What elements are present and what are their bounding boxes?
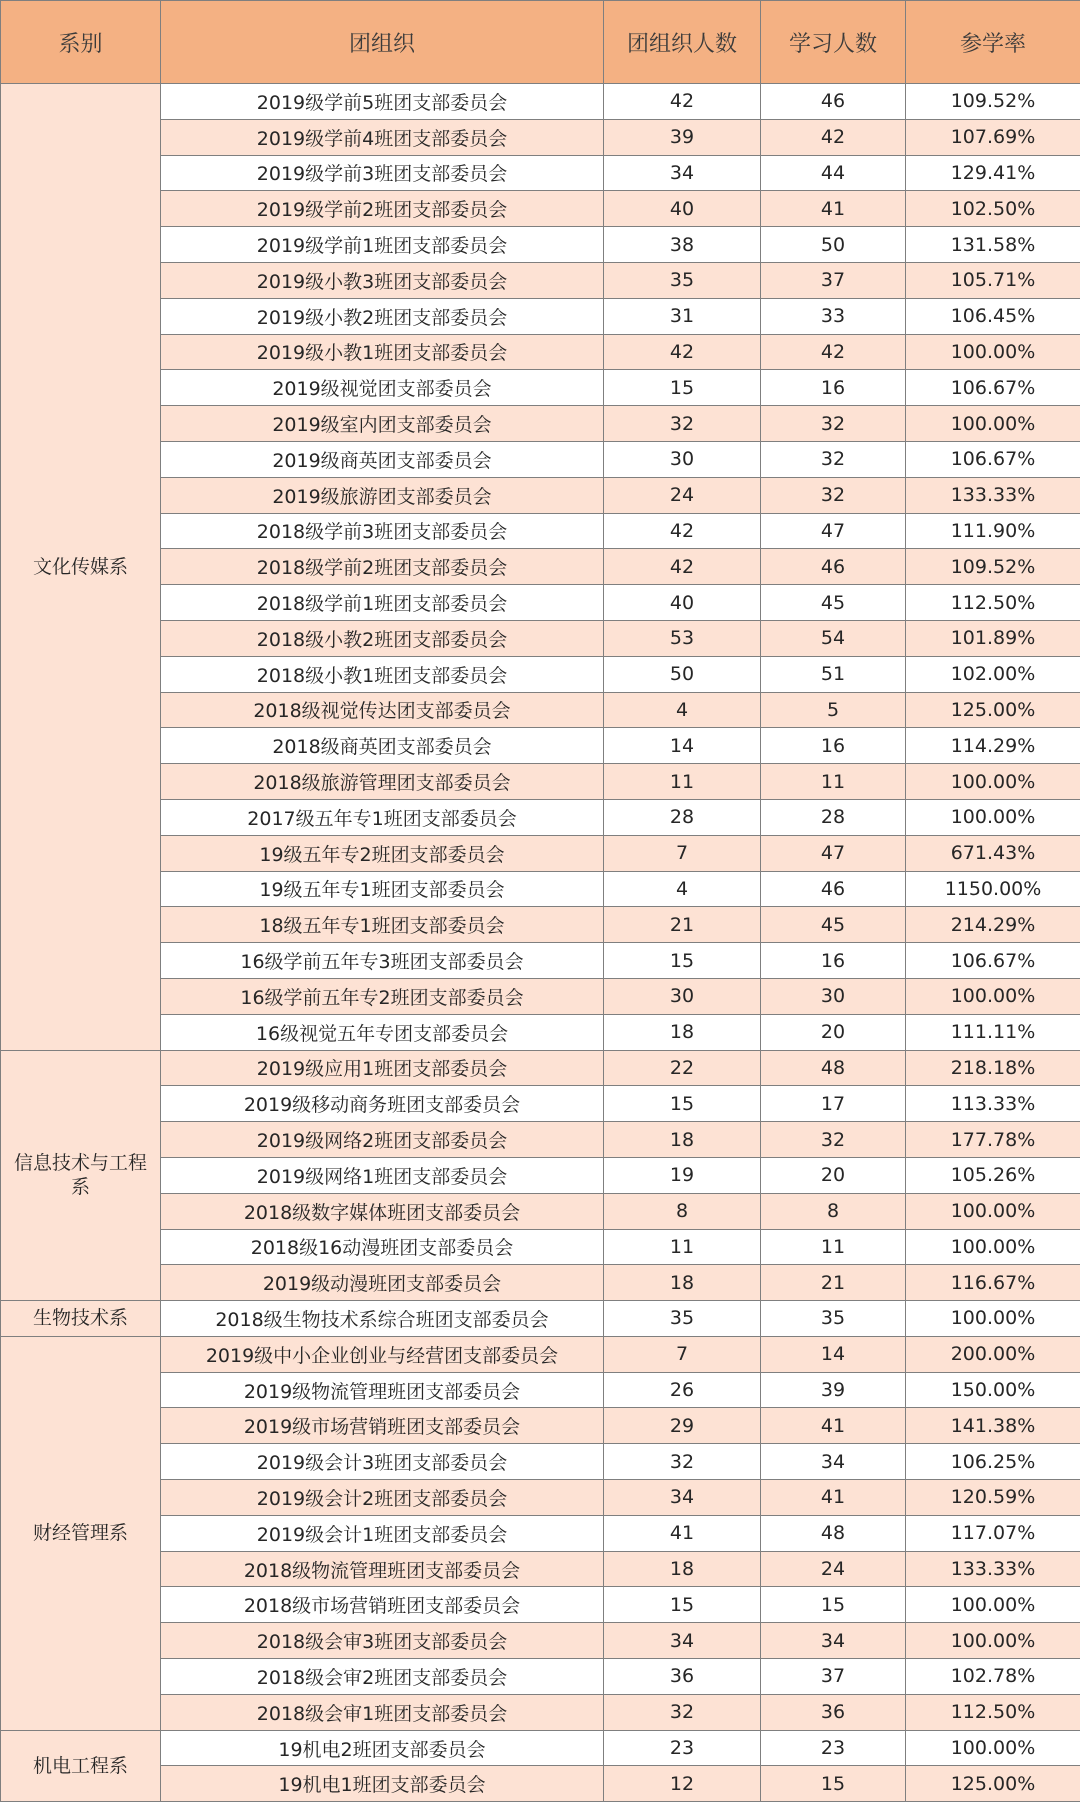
table-row [1,1515,1080,1551]
study-count-cell: 34 [761,1623,906,1659]
organization-cell: 16级学前五年专2班团支部委员会 [161,978,604,1014]
organization-cell: 2019级动漫班团支部委员会 [161,1265,604,1301]
member-count-cell: 39 [604,119,761,155]
organization-cell: 2018级会审3班团支部委员会 [161,1623,604,1659]
member-count-cell: 32 [604,1444,761,1480]
member-count-cell: 15 [604,370,761,406]
study-count-cell: 54 [761,620,906,656]
header-participation-rate: 参学率 [906,1,1080,84]
study-count-cell: 5 [761,692,906,728]
table-row [1,943,1080,979]
organization-cell: 2019级学前5班团支部委员会 [161,84,604,120]
participation-rate-cell: 100.00% [906,1229,1080,1265]
member-count-cell: 15 [604,1086,761,1122]
study-count-cell: 23 [761,1730,906,1766]
member-count-cell: 4 [604,692,761,728]
table-row [1,620,1080,656]
table-row [1,191,1080,227]
study-count-cell: 35 [761,1301,906,1337]
organization-cell: 2018级数字媒体班团支部委员会 [161,1193,604,1229]
member-count-cell: 30 [604,978,761,1014]
table-row [1,334,1080,370]
organization-cell: 2019级视觉团支部委员会 [161,370,604,406]
organization-cell: 2019级会计2班团支部委员会 [161,1480,604,1516]
participation-rate-cell: 113.33% [906,1086,1080,1122]
organization-cell: 2019级网络1班团支部委员会 [161,1157,604,1193]
participation-rate-cell: 102.50% [906,191,1080,227]
study-count-cell: 41 [761,1480,906,1516]
study-count-cell: 37 [761,262,906,298]
organization-cell: 2017级五年专1班团支部委员会 [161,799,604,835]
table-row [1,871,1080,907]
member-count-cell: 12 [604,1766,761,1802]
table-row [1,1265,1080,1301]
participation-rate-cell: 106.25% [906,1444,1080,1480]
participation-rate-cell: 100.00% [906,1301,1080,1337]
member-count-cell: 18 [604,1551,761,1587]
participation-rate-cell: 100.00% [906,334,1080,370]
organization-cell: 2018级16动漫班团支部委员会 [161,1229,604,1265]
organization-cell: 2019级小教2班团支部委员会 [161,298,604,334]
header-study-count: 学习人数 [761,1,906,84]
participation-rate-cell: 150.00% [906,1372,1080,1408]
participation-rate-cell: 111.11% [906,1014,1080,1050]
organization-cell: 19机电2班团支部委员会 [161,1730,604,1766]
member-count-cell: 26 [604,1372,761,1408]
department-cell: 财经管理系 [1,1336,161,1730]
table-row [1,155,1080,191]
organization-cell: 2018级生物技术系综合班团支部委员会 [161,1301,604,1337]
study-count-cell: 24 [761,1551,906,1587]
member-count-cell: 24 [604,477,761,513]
member-count-cell: 32 [604,1694,761,1730]
table-row [1,585,1080,621]
table-row [1,406,1080,442]
study-count-cell: 51 [761,656,906,692]
member-count-cell: 4 [604,871,761,907]
organization-cell: 2019级市场营销班团支部委员会 [161,1408,604,1444]
study-count-cell: 33 [761,298,906,334]
study-count-cell: 44 [761,155,906,191]
participation-rate-cell: 109.52% [906,84,1080,120]
member-count-cell: 34 [604,1480,761,1516]
participation-rate-cell: 100.00% [906,1587,1080,1623]
member-count-cell: 11 [604,1229,761,1265]
participation-rate-cell: 100.00% [906,1730,1080,1766]
table-row [1,441,1080,477]
member-count-cell: 7 [604,835,761,871]
organization-cell: 2018级小教2班团支部委员会 [161,620,604,656]
table-row [1,1014,1080,1050]
participation-rate-cell: 114.29% [906,728,1080,764]
table-row [1,1086,1080,1122]
table-row [1,1766,1080,1802]
organization-cell: 2019级学前2班团支部委员会 [161,191,604,227]
member-count-cell: 19 [604,1157,761,1193]
study-count-cell: 32 [761,477,906,513]
table-row [1,1122,1080,1158]
study-count-cell: 42 [761,119,906,155]
table-row [1,728,1080,764]
member-count-cell: 18 [604,1265,761,1301]
member-count-cell: 38 [604,227,761,263]
table-row [1,1301,1080,1337]
member-count-cell: 53 [604,620,761,656]
table-row [1,692,1080,728]
participation-rate-cell: 112.50% [906,585,1080,621]
table-row [1,477,1080,513]
table-row [1,227,1080,263]
table-row [1,1623,1080,1659]
member-count-cell: 34 [604,155,761,191]
participation-rate-cell: 106.67% [906,370,1080,406]
study-count-cell: 45 [761,907,906,943]
organization-cell: 2018级学前3班团支部委员会 [161,513,604,549]
participation-rate-cell: 100.00% [906,799,1080,835]
organization-cell: 18级五年专1班团支部委员会 [161,907,604,943]
participation-rate-cell: 129.41% [906,155,1080,191]
organization-cell: 2019级物流管理班团支部委员会 [161,1372,604,1408]
study-count-cell: 20 [761,1014,906,1050]
member-count-cell: 42 [604,549,761,585]
organization-cell: 2019级应用1班团支部委员会 [161,1050,604,1086]
organization-cell: 19机电1班团支部委员会 [161,1766,604,1802]
table-row [1,1694,1080,1730]
study-count-cell: 11 [761,764,906,800]
table-row [1,84,1080,120]
organization-cell: 2018级小教1班团支部委员会 [161,656,604,692]
organization-cell: 2019级网络2班团支部委员会 [161,1122,604,1158]
member-count-cell: 14 [604,728,761,764]
member-count-cell: 42 [604,84,761,120]
member-count-cell: 40 [604,585,761,621]
organization-cell: 2018级物流管理班团支部委员会 [161,1551,604,1587]
study-count-cell: 17 [761,1086,906,1122]
member-count-cell: 28 [604,799,761,835]
organization-cell: 2019级学前1班团支部委员会 [161,227,604,263]
study-count-cell: 46 [761,871,906,907]
organization-cell: 2018级会审1班团支部委员会 [161,1694,604,1730]
organization-cell: 2018级会审2班团支部委员会 [161,1659,604,1695]
table-row [1,799,1080,835]
participation-rate-cell: 100.00% [906,764,1080,800]
member-count-cell: 50 [604,656,761,692]
member-count-cell: 11 [604,764,761,800]
table-row [1,835,1080,871]
study-count-cell: 21 [761,1265,906,1301]
study-count-cell: 48 [761,1515,906,1551]
table-row [1,1730,1080,1766]
participation-rate-cell: 100.00% [906,978,1080,1014]
member-count-cell: 35 [604,1301,761,1337]
organization-cell: 2019级旅游团支部委员会 [161,477,604,513]
member-count-cell: 18 [604,1014,761,1050]
table-row [1,1193,1080,1229]
study-count-cell: 45 [761,585,906,621]
organization-cell: 16级学前五年专3班团支部委员会 [161,943,604,979]
member-count-cell: 35 [604,262,761,298]
study-count-cell: 41 [761,1408,906,1444]
table-row [1,1444,1080,1480]
member-count-cell: 7 [604,1336,761,1372]
table-row [1,370,1080,406]
participation-rate-cell: 102.78% [906,1659,1080,1695]
organization-cell: 2018级学前1班团支部委员会 [161,585,604,621]
table-row [1,298,1080,334]
organization-cell: 2019级小教1班团支部委员会 [161,334,604,370]
participation-rate-cell: 200.00% [906,1336,1080,1372]
member-count-cell: 23 [604,1730,761,1766]
study-count-cell: 46 [761,84,906,120]
table-row [1,1372,1080,1408]
participation-rate-cell: 116.67% [906,1265,1080,1301]
organization-cell: 2019级会计3班团支部委员会 [161,1444,604,1480]
participation-rate-cell: 107.69% [906,119,1080,155]
study-count-cell: 34 [761,1444,906,1480]
participation-rate-cell: 141.38% [906,1408,1080,1444]
table-row [1,1336,1080,1372]
table-body [1,84,1080,1802]
study-count-cell: 30 [761,978,906,1014]
participation-rate-cell: 133.33% [906,1551,1080,1587]
organization-cell: 2019级学前4班团支部委员会 [161,119,604,155]
study-count-cell: 15 [761,1766,906,1802]
participation-rate-cell: 100.00% [906,1623,1080,1659]
header-row [1,1,1080,84]
department-cell: 文化传媒系 [1,84,161,1051]
participation-rate-cell: 218.18% [906,1050,1080,1086]
study-count-cell: 46 [761,549,906,585]
department-cell: 信息技术与工程系 [1,1050,161,1301]
organization-cell: 2018级市场营销班团支部委员会 [161,1587,604,1623]
header-organization: 团组织 [161,1,604,84]
table-row [1,1480,1080,1516]
member-count-cell: 32 [604,406,761,442]
member-count-cell: 40 [604,191,761,227]
member-count-cell: 30 [604,441,761,477]
organization-cell: 2018级商英团支部委员会 [161,728,604,764]
table-row [1,1408,1080,1444]
participation-rate-cell: 100.00% [906,406,1080,442]
study-count-cell: 47 [761,835,906,871]
table-row [1,764,1080,800]
table-row [1,1551,1080,1587]
participation-rate-cell: 106.67% [906,943,1080,979]
table-row [1,1050,1080,1086]
participation-rate-cell: 131.58% [906,227,1080,263]
study-count-cell: 39 [761,1372,906,1408]
table-row [1,513,1080,549]
study-count-cell: 32 [761,1122,906,1158]
participation-rate-cell: 671.43% [906,835,1080,871]
study-count-cell: 28 [761,799,906,835]
header-department: 系别 [1,1,161,84]
member-count-cell: 18 [604,1122,761,1158]
participation-rate-cell: 105.71% [906,262,1080,298]
department-cell: 机电工程系 [1,1730,161,1802]
study-count-cell: 36 [761,1694,906,1730]
participation-rate-cell: 133.33% [906,477,1080,513]
study-count-cell: 8 [761,1193,906,1229]
participation-rate-cell: 125.00% [906,692,1080,728]
organization-cell: 2019级中小企业创业与经营团支部委员会 [161,1336,604,1372]
table-row [1,1157,1080,1193]
member-count-cell: 29 [604,1408,761,1444]
member-count-cell: 41 [604,1515,761,1551]
department-cell: 生物技术系 [1,1301,161,1337]
organization-cell: 2018级旅游管理团支部委员会 [161,764,604,800]
participation-rate-cell: 102.00% [906,656,1080,692]
study-count-cell: 15 [761,1587,906,1623]
header-member-count: 团组织人数 [604,1,761,84]
participation-rate-cell: 105.26% [906,1157,1080,1193]
participation-rate-cell: 117.07% [906,1515,1080,1551]
member-count-cell: 15 [604,1587,761,1623]
organization-cell: 16级视觉五年专团支部委员会 [161,1014,604,1050]
participation-rate-cell: 100.00% [906,1193,1080,1229]
organization-cell: 2019级会计1班团支部委员会 [161,1515,604,1551]
study-count-cell: 32 [761,406,906,442]
member-count-cell: 36 [604,1659,761,1695]
member-count-cell: 34 [604,1623,761,1659]
participation-rate-cell: 101.89% [906,620,1080,656]
participation-rate-cell: 120.59% [906,1480,1080,1516]
organization-cell: 19级五年专2班团支部委员会 [161,835,604,871]
organization-cell: 2019级室内团支部委员会 [161,406,604,442]
study-count-cell: 47 [761,513,906,549]
table-row [1,1659,1080,1695]
study-count-cell: 32 [761,441,906,477]
table-row [1,978,1080,1014]
table-row [1,1587,1080,1623]
study-count-cell: 11 [761,1229,906,1265]
organization-cell: 2019级学前3班团支部委员会 [161,155,604,191]
participation-rate-cell: 109.52% [906,549,1080,585]
organization-cell: 2019级移动商务班团支部委员会 [161,1086,604,1122]
member-count-cell: 22 [604,1050,761,1086]
table-row [1,1229,1080,1265]
participation-rate-cell: 106.45% [906,298,1080,334]
member-count-cell: 42 [604,513,761,549]
organization-cell: 19级五年专1班团支部委员会 [161,871,604,907]
study-count-cell: 37 [761,1659,906,1695]
participation-rate-cell: 106.67% [906,441,1080,477]
study-count-cell: 16 [761,728,906,764]
member-count-cell: 42 [604,334,761,370]
study-count-cell: 42 [761,334,906,370]
organization-cell: 2018级学前2班团支部委员会 [161,549,604,585]
study-count-cell: 50 [761,227,906,263]
organization-cell: 2019级商英团支部委员会 [161,441,604,477]
member-count-cell: 15 [604,943,761,979]
study-count-cell: 41 [761,191,906,227]
table-row [1,907,1080,943]
participation-rate-cell: 112.50% [906,1694,1080,1730]
study-count-cell: 48 [761,1050,906,1086]
member-count-cell: 31 [604,298,761,334]
table-row [1,656,1080,692]
participation-rate-cell: 177.78% [906,1122,1080,1158]
participation-rate-cell: 111.90% [906,513,1080,549]
table-row [1,549,1080,585]
table-row [1,262,1080,298]
study-count-cell: 20 [761,1157,906,1193]
member-count-cell: 8 [604,1193,761,1229]
organization-cell: 2019级小教3班团支部委员会 [161,262,604,298]
organization-cell: 2018级视觉传达团支部委员会 [161,692,604,728]
participation-rate-cell: 214.29% [906,907,1080,943]
participation-rate-cell: 1150.00% [906,871,1080,907]
member-count-cell: 21 [604,907,761,943]
study-count-cell: 16 [761,370,906,406]
study-count-cell: 14 [761,1336,906,1372]
participation-rate-cell: 125.00% [906,1766,1080,1802]
study-count-cell: 16 [761,943,906,979]
table-row [1,119,1080,155]
